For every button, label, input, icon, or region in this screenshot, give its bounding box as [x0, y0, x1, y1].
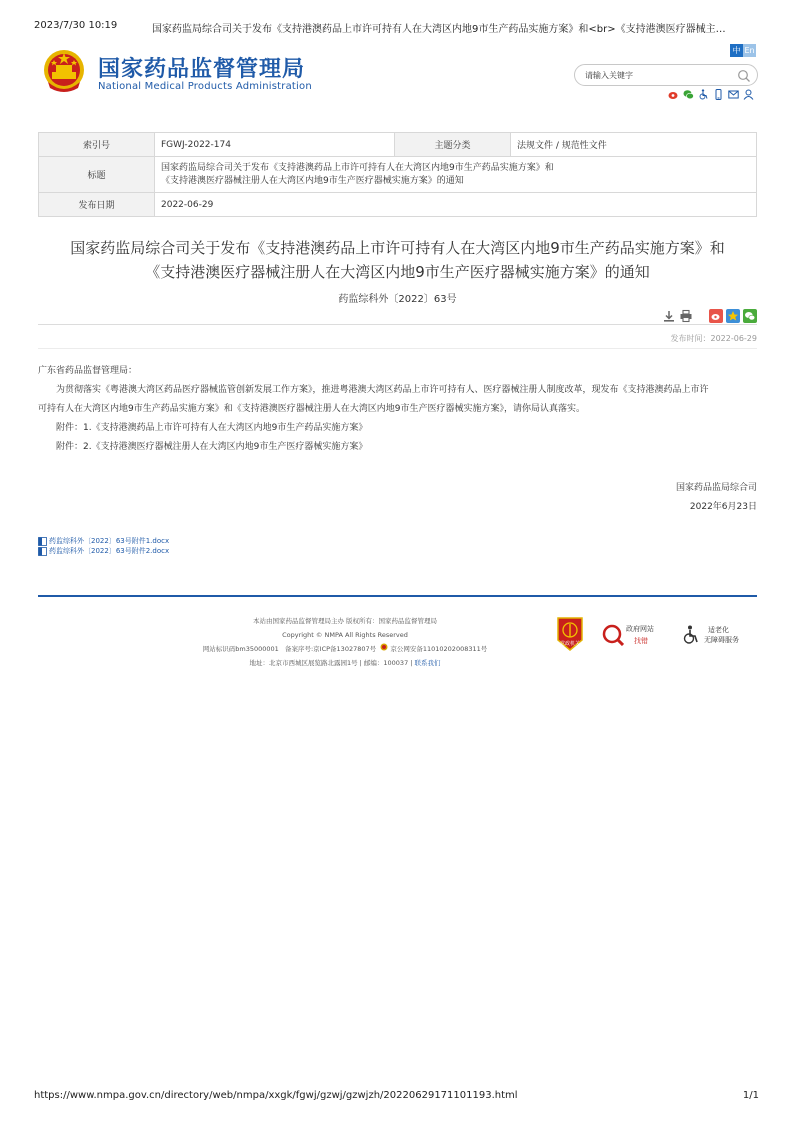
police-record[interactable]: 京公网安备11010202008311号	[390, 645, 488, 653]
article-title	[38, 236, 757, 284]
print-icon[interactable]	[679, 309, 693, 323]
attachment-link-2-label: 药监综科外〔2022〕63号附件2.docx	[49, 547, 170, 555]
print-timestamp: 2023/7/30 10:19	[34, 20, 118, 31]
header-tool-icons	[668, 89, 754, 100]
print-page-title: 国家药监局综合司关于发布《支持港澳药品上市许可持有人在大湾区内地9市生产药品实施方案》和<br>《支持港澳医疗器械主…	[152, 24, 726, 35]
police-badge-icon	[380, 643, 388, 651]
search-icon[interactable]	[737, 69, 751, 83]
error-report-icon	[602, 624, 624, 646]
site-footer	[160, 614, 530, 670]
download-icon[interactable]	[662, 309, 676, 323]
accessibility-label: 无障碍服务	[704, 636, 739, 644]
print-header	[34, 20, 759, 34]
salutation: 广东省药品监督管理局：	[38, 366, 138, 376]
attachment-line2: 附件：2.《支持港澳医疗器械注册人在大湾区内地9市生产医疗器械实施方案》	[56, 442, 368, 452]
attachment-links	[38, 536, 169, 556]
weibo-icon[interactable]	[668, 89, 679, 100]
print-footer	[34, 1090, 759, 1104]
search-box	[574, 64, 758, 86]
wheelchair-icon	[682, 625, 700, 645]
wechat-icon[interactable]	[683, 89, 694, 100]
date-label: 发布日期	[39, 193, 155, 217]
share-wechat-icon[interactable]	[743, 309, 757, 323]
site-id: 网站标识码bm35000001	[202, 645, 279, 653]
footer-divider	[38, 595, 757, 597]
category-value: 法规文件 / 规范性文件	[511, 133, 757, 157]
word-doc-icon	[38, 537, 47, 546]
address: 地址：北京市西城区展览路北露园1号 | 邮编：100037 |	[249, 659, 413, 667]
site-name-en[interactable]: National Medical Products Administration	[98, 81, 312, 92]
elderly-accessibility-badge[interactable]	[682, 624, 748, 646]
signer: 国家药品监局综合司	[675, 483, 757, 493]
footer-sponsor: 本站由国家药品监督管理局主办 版权所有：国家药品监督管理局	[252, 617, 438, 625]
article-title-line2: 《支持港澳医疗器械注册人在大湾区内地9市生产医疗器械实施方案》的通知	[145, 263, 650, 281]
content-divider	[38, 348, 757, 349]
party-government-label: 党政机关	[559, 641, 580, 647]
publish-time: 发布时间：2022-06-29	[670, 334, 757, 343]
article-body	[38, 362, 757, 457]
category-label: 主题分类	[395, 133, 511, 157]
print-url: https://www.nmpa.gov.cn/directory/web/nmpa/xxgk/fgwj/gzwj/gzwjzh/20220629171101193.html	[34, 1090, 518, 1101]
title-value-line1: 国家药监局综合司关于发布《支持港澳药品上市许可持有人在大湾区内地9市生产药品实施方案》和	[161, 162, 554, 173]
index-label: 索引号	[39, 133, 155, 157]
lang-zh-button[interactable]: 中	[730, 44, 743, 57]
word-doc-icon	[38, 547, 47, 556]
title-label: 标题	[39, 157, 155, 193]
search-input[interactable]	[585, 68, 725, 83]
footer-copyright: Copyright © NMPA All Rights Reserved	[282, 631, 408, 639]
mail-icon[interactable]	[728, 89, 739, 100]
date-value: 2022-06-29	[155, 193, 757, 217]
language-switch	[730, 44, 756, 57]
icp-record[interactable]: 备案序号:京ICP备13027807号	[284, 645, 377, 653]
accessibility-icon[interactable]	[698, 89, 709, 100]
attachment-link-1-label: 药监综科外〔2022〕63号附件1.docx	[49, 537, 170, 545]
elderly-label: 适老化	[708, 626, 729, 634]
title-value	[155, 157, 757, 193]
footer-registration	[160, 642, 530, 656]
document-number: 药监综科外〔2022〕63号	[338, 294, 457, 305]
user-icon[interactable]	[743, 89, 754, 100]
error-report-label-bottom: 找错	[634, 637, 648, 645]
attachment-link-2[interactable]	[38, 546, 169, 556]
error-report-label-top: 政府网站	[626, 625, 654, 633]
attachment-line1: 附件：1.《支持港澳药品上市许可持有人在大湾区内地9市生产药品实施方案》	[56, 423, 368, 433]
title-divider	[38, 324, 757, 325]
site-name-cn[interactable]: 国家药品监督管理局	[98, 57, 306, 82]
print-page-number: 1/1	[742, 1090, 759, 1101]
metadata-table	[38, 132, 757, 217]
contact-us-link[interactable]: 联系我们	[414, 659, 441, 667]
paragraph-line1: 为贯彻落实《粤港澳大湾区药品医疗器械监管创新发展工作方案》，推进粤港澳大湾区药品上市许可持有人、医疗器械注册人制度改革，现发布《支持港澳药品上市许	[56, 385, 709, 395]
attachment-link-1[interactable]	[38, 536, 169, 546]
party-government-badge[interactable]	[556, 616, 584, 652]
government-site-error-report[interactable]	[602, 622, 662, 648]
share-favorite-icon[interactable]	[726, 309, 740, 323]
title-value-line2: 《支持港澳医疗器械注册人在大湾区内地9市生产医疗器械实施方案》的通知	[161, 175, 464, 186]
footer-address	[160, 656, 530, 670]
paragraph-line2: 可持有人在大湾区内地9市生产药品实施方案》和《支持港澳医疗器械注册人在大湾区内地9市生产医疗器械实施方案》，请你局认真落实。	[38, 404, 585, 414]
index-value: FGWJ-2022-174	[155, 133, 395, 157]
share-bar	[662, 309, 757, 323]
share-weibo-icon[interactable]	[709, 309, 723, 323]
sign-date: 2022年6月23日	[689, 502, 757, 512]
mobile-icon[interactable]	[713, 89, 724, 100]
lang-en-button[interactable]: En	[744, 46, 755, 55]
article-title-line1: 国家药监局综合司关于发布《支持港澳药品上市许可持有人在大湾区内地9市生产药品实施方案》和	[70, 239, 725, 257]
national-emblem-icon[interactable]	[42, 48, 86, 96]
site-header	[38, 42, 758, 102]
